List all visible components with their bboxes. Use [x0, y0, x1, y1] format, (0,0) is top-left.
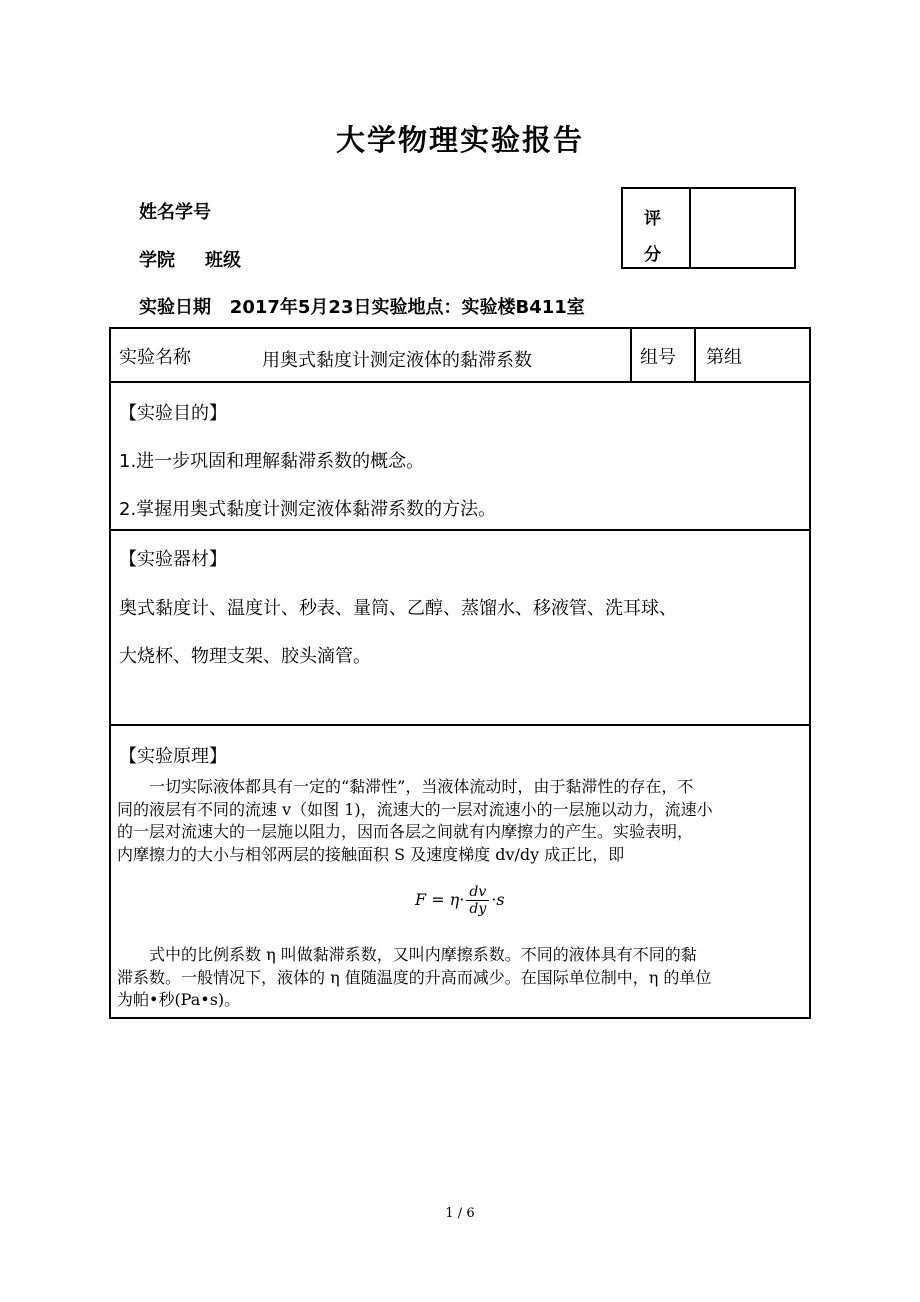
principle-paragraph-1 [117, 776, 803, 866]
principle-line: 为帕•秒(Pa•s)。 [117, 990, 241, 1009]
group-label: 组号 [640, 347, 676, 368]
table-divider [109, 381, 811, 383]
score-value-field[interactable] [692, 189, 794, 267]
table-divider [109, 529, 811, 531]
table-col-divider [630, 327, 632, 383]
principle-heading: 【实验原理】 [119, 746, 227, 767]
date-location-line: 实验日期 2017年5月23日实验地点：实验楼B411室 [139, 297, 585, 318]
table-col-divider [694, 327, 696, 383]
score-label-top: 评 [644, 209, 661, 229]
class-label: 班级 [205, 250, 241, 271]
formula-numerator: dv [466, 884, 489, 901]
principle-line: 同的液层有不同的流速 v（如图 1)，流速大的一层对流速小的一层施以动力，流速小 [117, 799, 713, 819]
purpose-item: 1.进一步巩固和理解黏滞系数的概念。 [119, 451, 425, 472]
formula-lhs: F = η· [415, 890, 465, 909]
viscosity-formula [415, 884, 505, 917]
formula-denominator: dy [469, 901, 487, 917]
principle-line: 式中的比例系数 η 叫做黏滞系数，又叫内摩擦系数。不同的液体具有不同的黏 [117, 945, 697, 964]
principle-paragraph-2 [117, 944, 803, 1012]
page-number: 1 / 6 [445, 1206, 475, 1221]
formula-rhs: ·s [491, 890, 505, 909]
principle-line: 一切实际液体都具有一定的“黏滞性”，当液体流动时，由于黏滞性的存在，不 [117, 777, 694, 796]
equipment-line: 大烧杯、物理支架、胶头滴管。 [119, 646, 371, 667]
formula-fraction [466, 884, 489, 917]
exp-name-label: 实验名称 [119, 347, 191, 368]
score-box-divider [689, 187, 691, 269]
principle-line: 滞系数。一般情况下，液体的 η 值随温度的升高而减少。在国际单位制中，η 的单位 [117, 967, 712, 987]
purpose-item: 2.掌握用奥式黏度计测定液体黏滞系数的方法。 [119, 499, 497, 520]
equipment-heading: 【实验器材】 [119, 549, 227, 570]
table-divider [109, 724, 811, 726]
college-label: 学院 [139, 250, 175, 271]
score-label-bottom: 分 [644, 245, 661, 265]
name-id-label: 姓名学号 [139, 202, 211, 223]
report-title: 大学物理实验报告 [335, 123, 584, 157]
exp-name-value: 用奥式黏度计测定液体的黏滞系数 [262, 350, 532, 371]
principle-line: 的一层对流速大的一层施以阻力，因而各层之间就有内摩擦力的产生。实验表明， [117, 822, 694, 841]
purpose-heading: 【实验目的】 [119, 403, 227, 424]
equipment-line: 奥式黏度计、温度计、秒表、量筒、乙醇、蒸馏水、移液管、洗耳球、 [119, 598, 677, 619]
group-value: 第组 [706, 347, 742, 368]
principle-line: 内摩擦力的大小与相邻两层的接触面积 S 及速度梯度 dv/dy 成正比，即 [117, 844, 625, 864]
